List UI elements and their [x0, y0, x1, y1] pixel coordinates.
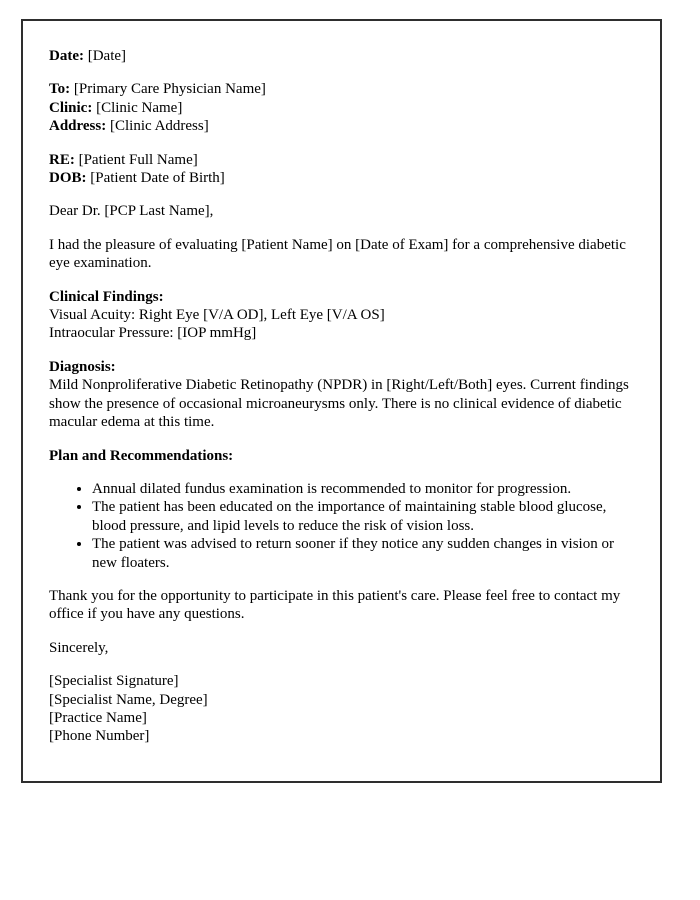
plan-bullet-item: • Annual dilated fundus examination is recommended to monitor for progression. [92, 480, 630, 498]
dob-value: [Patient Date of Birth] [90, 170, 225, 187]
patient-block [49, 151, 630, 188]
signature-line: [Specialist Signature] [49, 673, 179, 690]
recipient-clinic-line [49, 99, 630, 117]
signature-block [49, 672, 630, 746]
recipient-to-line [49, 80, 630, 98]
diagnosis-heading: Diagnosis: [49, 358, 116, 375]
salutation: Dear Dr. [PCP Last Name], [49, 203, 214, 220]
letter-document [21, 19, 662, 783]
patient-dob-line [49, 169, 630, 187]
date-label: Date: [49, 48, 84, 64]
signature-line: [Practice Name] [49, 709, 147, 726]
closing-paragraph: Thank you for the opportunity to participate in this patient's care. Please feel free to contact my office if you have any questions. [49, 587, 621, 623]
intraocular-pressure-line: Intraocular Pressure: [IOP mmHg] [49, 325, 257, 342]
date-line [49, 47, 630, 65]
plan-bullet-list [49, 480, 630, 572]
clinic-label: Clinic: [49, 99, 93, 116]
plan-bullet-item: • The patient was advised to return sooner if they notice any sudden changes in vision or new floaters. [92, 535, 630, 572]
clinical-findings-block [49, 288, 630, 343]
plan-bullet-item: • The patient has been educated on the importance of maintaining stable blood glucose, blood pressure, and lipid levels to reduce the risk of vision loss. [92, 498, 630, 535]
diagnosis-block [49, 358, 630, 432]
visual-acuity-line: Visual Acuity: Right Eye [V/A OD], Left Eye [V/A OS] [49, 307, 385, 324]
date-value: [Date] [87, 48, 127, 64]
intro-paragraph: I had the pleasure of evaluating [Patient Name] on [Date of Exam] for a comprehensive diabetic eye examination. [49, 236, 626, 272]
signature-line: [Phone Number] [49, 728, 150, 745]
signoff: Sincerely, [49, 639, 109, 656]
patient-re-line [49, 151, 630, 169]
plan-heading: Plan and Recommendations: [49, 447, 234, 464]
signature-line: [Specialist Name, Degree] [49, 691, 208, 708]
to-value: [Primary Care Physician Name] [73, 81, 266, 98]
recipient-block [49, 80, 630, 135]
diagnosis-body: Mild Nonproliferative Diabetic Retinopathy (NPDR) in [Right/Left/Both] eyes. Current findings show the presence of occasional microaneurysms only. There is no clinical evidence of diabetic macular edema at this time. [49, 377, 629, 431]
recipient-address-line [49, 117, 630, 135]
re-label: RE: [49, 151, 75, 168]
re-value: [Patient Full Name] [78, 151, 198, 168]
address-label: Address: [49, 118, 107, 135]
address-value: [Clinic Address] [109, 118, 209, 135]
clinical-findings-heading: Clinical Findings: [49, 288, 164, 305]
dob-label: DOB: [49, 170, 87, 187]
to-label: To: [49, 81, 71, 98]
clinic-value: [Clinic Name] [96, 99, 183, 116]
